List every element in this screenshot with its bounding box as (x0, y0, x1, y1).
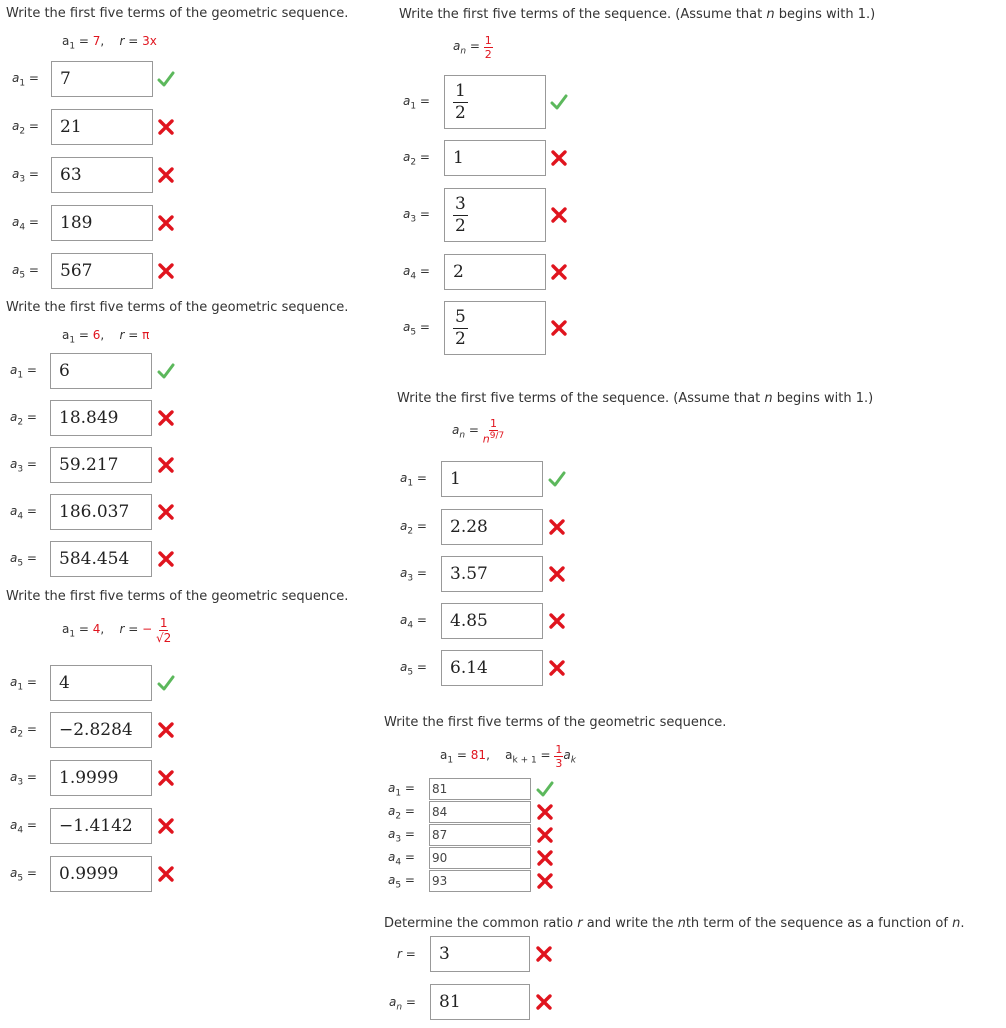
incorrect-x-icon (536, 826, 554, 844)
incorrect-x-icon (157, 550, 175, 568)
term-input[interactable]: 59.217 (50, 447, 152, 483)
problem-3-prompt: Write the first five terms of the geometric sequence. (6, 589, 349, 604)
term-input[interactable] (444, 75, 546, 129)
incorrect-x-icon (548, 518, 566, 536)
term-input[interactable]: 7 (51, 61, 153, 97)
incorrect-x-icon (157, 456, 175, 474)
fraction-numerator: 3 (455, 193, 466, 214)
term-label: $a_5$ = (10, 551, 37, 569)
correct-check-icon (550, 93, 568, 111)
correct-check-icon (536, 780, 554, 798)
problem-5-formula: $a_n$ = $\frac{1}{n^{9/7}}$ (452, 417, 505, 446)
term-input[interactable]: 1 (441, 461, 543, 497)
fraction-denominator: 2 (455, 328, 466, 349)
term-label: $a_3$ = (12, 167, 39, 185)
incorrect-x-icon (536, 872, 554, 890)
term-label: $a_5$ = (10, 866, 37, 884)
term-input[interactable]: 90 (429, 847, 531, 869)
term-label: $a_2$ = (403, 150, 430, 168)
incorrect-x-icon (536, 803, 554, 821)
term-label: $a_5$ = (388, 873, 415, 891)
term-input[interactable]: 84 (429, 801, 531, 823)
term-label: $a_1$ = (400, 471, 427, 489)
problem-4-prompt: Write the first five terms of the sequence. (Assume that n begins with 1.) (399, 7, 876, 22)
term-input[interactable]: 0.9999 (50, 856, 152, 892)
term-label: $a_3$ = (388, 827, 415, 845)
term-input[interactable]: 2 (444, 254, 546, 290)
term-input[interactable]: 6 (50, 353, 152, 389)
correct-check-icon (157, 362, 175, 380)
incorrect-x-icon (548, 612, 566, 630)
term-label: $a_4$ = (10, 504, 37, 522)
fraction-denominator: 2 (455, 215, 466, 236)
incorrect-x-icon (550, 149, 568, 167)
term-label: $a_3$ = (400, 566, 427, 584)
term-input[interactable]: 4.85 (441, 603, 543, 639)
term-input[interactable]: 4 (50, 665, 152, 701)
incorrect-x-icon (548, 659, 566, 677)
term-input[interactable]: 584.454 (50, 541, 152, 577)
fraction-numerator: 1 (455, 80, 466, 101)
term-label: $a_5$ = (12, 263, 39, 281)
term-input[interactable]: 186.037 (50, 494, 152, 530)
problem-1-prompt: Write the first five terms of the geometric sequence. (6, 6, 349, 21)
term-label: $a_3$ = (10, 457, 37, 475)
correct-check-icon (157, 674, 175, 692)
term-input[interactable]: 63 (51, 157, 153, 193)
fraction-numerator: 5 (455, 306, 466, 327)
term-label: $a_2$ = (12, 119, 39, 137)
term-input[interactable]: 21 (51, 109, 153, 145)
incorrect-x-icon (157, 721, 175, 739)
problem-4-formula: $a_n$ = $\frac{1}{2}$ (453, 34, 492, 61)
term-input[interactable]: 1 (444, 140, 546, 176)
term-label: $a_1$ = (10, 675, 37, 693)
problem-7-prompt: Determine the common ratio r and write the nth term of the sequence as a function of n. (384, 916, 965, 931)
term-label: $a_2$ = (10, 410, 37, 428)
term-input[interactable]: 81 (429, 778, 531, 800)
term-input[interactable]: 87 (429, 824, 531, 846)
incorrect-x-icon (157, 817, 175, 835)
term-input[interactable] (444, 301, 546, 355)
incorrect-x-icon (157, 214, 175, 232)
incorrect-x-icon (157, 262, 175, 280)
term-input[interactable]: −2.8284 (50, 712, 152, 748)
problem-5-prompt: Write the first five terms of the sequence. (Assume that n begins with 1.) (397, 391, 874, 406)
incorrect-x-icon (157, 865, 175, 883)
term-label: $a_1$ = (403, 94, 430, 112)
incorrect-x-icon (550, 263, 568, 281)
problem-6-given: $a_1 = 81$, $a_{k + 1}$ = $\frac{1}{3}$ $a_k$ (440, 743, 576, 770)
term-input[interactable]: 6.14 (441, 650, 543, 686)
term-label: $a_5$ = (403, 320, 430, 338)
problem-6-prompt: Write the first five terms of the geometric sequence. (384, 715, 727, 730)
term-label: $a_2$ = (388, 804, 415, 822)
term-label: $a_1$ = (12, 71, 39, 89)
problem-1-given: $a_1 = 7$, r = 3x (62, 34, 157, 52)
term-label: $a_3$ = (403, 207, 430, 225)
problem-2-prompt: Write the first five terms of the geometric sequence. (6, 300, 349, 315)
incorrect-x-icon (536, 849, 554, 867)
nth-term-input[interactable]: 81 (430, 984, 530, 1020)
term-input[interactable]: 567 (51, 253, 153, 289)
common-ratio-input[interactable]: 3 (430, 936, 530, 972)
correct-check-icon (157, 70, 175, 88)
term-input[interactable]: 18.849 (50, 400, 152, 436)
an-label: $a_n$ = (389, 995, 416, 1013)
fraction-denominator: 2 (455, 102, 466, 123)
incorrect-x-icon (157, 769, 175, 787)
term-label: $a_4$ = (400, 613, 427, 631)
term-label: $a_2$ = (400, 519, 427, 537)
term-label: $a_4$ = (403, 264, 430, 282)
term-label: $a_3$ = (10, 770, 37, 788)
term-input[interactable]: 93 (429, 870, 531, 892)
incorrect-x-icon (157, 166, 175, 184)
incorrect-x-icon (550, 319, 568, 337)
term-input[interactable] (444, 188, 546, 242)
term-label: $a_4$ = (12, 215, 39, 233)
problem-3-given: $a_1 = 4$, r = − $\frac{1}{√2}$ (62, 616, 172, 645)
term-label: $a_4$ = (388, 850, 415, 868)
term-label: $a_5$ = (400, 660, 427, 678)
incorrect-x-icon (157, 409, 175, 427)
incorrect-x-icon (157, 118, 175, 136)
incorrect-x-icon (157, 503, 175, 521)
term-input[interactable]: −1.4142 (50, 808, 152, 844)
nth-term-incorrect-icon (535, 993, 553, 1011)
term-label: $a_1$ = (10, 363, 37, 381)
incorrect-x-icon (548, 565, 566, 583)
term-label: $a_2$ = (10, 722, 37, 740)
term-input[interactable]: 1.9999 (50, 760, 152, 796)
r-label: r = (397, 947, 416, 961)
common-ratio-incorrect-icon (535, 945, 553, 963)
correct-check-icon (548, 470, 566, 488)
term-input[interactable]: 2.28 (441, 509, 543, 545)
term-input[interactable]: 189 (51, 205, 153, 241)
term-label: $a_4$ = (10, 818, 37, 836)
incorrect-x-icon (550, 206, 568, 224)
term-label: $a_1$ = (388, 781, 415, 799)
term-input[interactable]: 3.57 (441, 556, 543, 592)
problem-2-given: $a_1 = 6$, r = π (62, 328, 150, 346)
